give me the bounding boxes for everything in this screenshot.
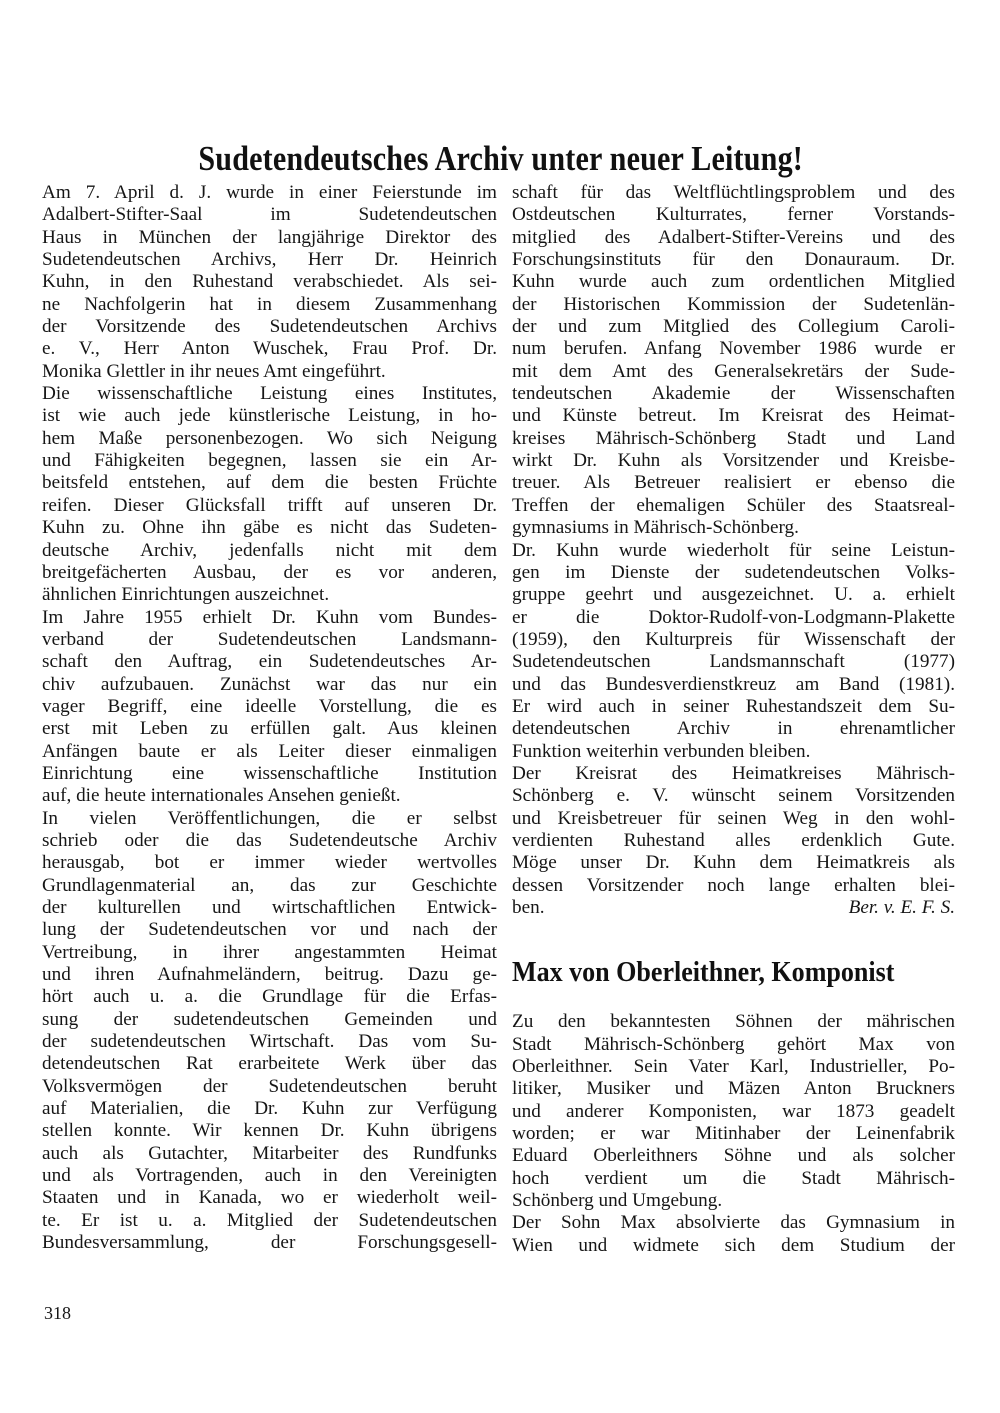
- text-line: Der Sohn Max absolvierte das Gymnasium in: [512, 1212, 955, 1234]
- text-line: dessen Vorsitzender noch lange erhalten blei-: [512, 874, 955, 896]
- text-line: In vielen Veröffentlichungen, die er selbst: [42, 807, 497, 829]
- text-line: Stadt Mährisch-Schönberg gehört Max von: [512, 1033, 955, 1055]
- text-line: Kuhn zu. Ohne ihn gäbe es nicht das Sudeten-: [42, 517, 497, 539]
- text-line: (1959), den Kulturpreis für Wissenschaft der: [512, 628, 955, 650]
- text-line: hem Maße personenbezogen. Wo sich Neigung: [42, 427, 497, 449]
- text-line: und Kreisbetreuer für seinen Weg in den wohl-: [512, 807, 955, 829]
- text-line: Bundesversammlung, der Forschungsgesell-: [42, 1232, 497, 1254]
- text-line: chiv aufzubauen. Zunächst war das nur ein: [42, 673, 497, 695]
- text-line: lung der Sudetendeutschen vor und nach der: [42, 919, 497, 941]
- text-line: Sudetendeutschen Landsmannschaft (1977): [512, 651, 955, 673]
- text-line: Staaten und in Kanada, wo er wiederholt weil-: [42, 1187, 497, 1209]
- text-line: Vertreibung, in ihrer angestammten Heimat: [42, 941, 497, 963]
- text-line: Im Jahre 1955 erhielt Dr. Kuhn vom Bundes-: [42, 606, 497, 628]
- text-line: und als Vortragenden, auch in den Vereinigten: [42, 1165, 497, 1187]
- text-line: breitgefächerten Ausbau, der es vor anderen,: [42, 561, 497, 583]
- right-column: [512, 182, 955, 1257]
- text-line: Wien und widmete sich dem Studium der: [512, 1234, 955, 1256]
- text-line: der kulturellen und wirtschaftlichen Entwick-: [42, 897, 497, 918]
- text-line: mitglied des Adalbert-Stifter-Vereins und des: [512, 226, 955, 248]
- text-line: litiker, Musiker und Mäzen Anton Bruckners: [512, 1078, 955, 1100]
- text-line: treuer. Als Betreuer realisiert er ebenso die: [512, 472, 955, 494]
- text-line: beitsfeld entstehen, auf dem die besten Früchte: [42, 472, 497, 494]
- closing-word: ben.: [512, 897, 545, 918]
- text-line: er die Doktor-Rudolf-von-Lodgmann-Plakette: [512, 606, 955, 628]
- text-line: Eduard Oberleithners Söhne und als solcher: [512, 1145, 955, 1167]
- text-line: auf Materialien, die Dr. Kuhn zur Verfügung: [42, 1098, 497, 1120]
- text-line: gymnasiums in Mährisch-Schönberg.: [512, 517, 799, 539]
- text-line: tendeutschen Akademie der Wissenschaften: [512, 383, 955, 405]
- text-line: Anfängen baute er als Leiter dieser einmaligen: [42, 740, 497, 762]
- text-line: ne Nachfolgerin hat in diesem Zusammenhang: [42, 293, 497, 315]
- text-line: Kuhn wurde auch zum ordentlichen Mitglied: [512, 271, 955, 293]
- text-line: Sudetendeutschen Archivs, Herr Dr. Heinrich: [42, 249, 497, 271]
- section-heading: Max von Oberleithner, Komponist: [512, 957, 895, 989]
- text-line: deutsche Archiv, jedenfalls nicht mit dem: [42, 539, 497, 561]
- text-line: Er wird auch in seiner Ruhestandszeit dem Su-: [512, 695, 955, 717]
- page-number: 318: [44, 1303, 71, 1323]
- text-line: kreises Mährisch-Schönberg Stadt und Land: [512, 427, 955, 449]
- article2-text: [512, 1011, 955, 1257]
- text-line: Haus in München der langjährige Direktor des: [42, 226, 497, 248]
- text-line: verdienten Ruhestand alles erdenklich Gute.: [512, 829, 955, 851]
- text-line: ist wie auch jede künstlerische Leistung, in ho-: [42, 405, 497, 427]
- text-line: stellen konnte. Wir kennen Dr. Kuhn übrigens: [42, 1120, 497, 1142]
- text-line: schaft für das Weltflüchtlingsproblem und des: [512, 182, 955, 203]
- text-line: Adalbert-Stifter-Saal im Sudetendeutschen: [42, 204, 497, 226]
- text-line: te. Er ist u. a. Mitglied der Sudetendeutschen: [42, 1209, 497, 1231]
- text-line: e. V., Herr Anton Wuschek, Frau Prof. Dr.: [42, 338, 497, 360]
- text-line: hoch verdient um die Stadt Mährisch-: [512, 1167, 955, 1189]
- text-line: hört auch u. a. die Grundlage für die Erfas-: [42, 986, 497, 1008]
- text-line: Die wissenschaftliche Leistung eines Institutes,: [42, 383, 497, 405]
- text-line: und anderer Komponisten, war 1873 geadelt: [512, 1100, 955, 1122]
- text-line: Ostdeutschen Kulturrates, ferner Vorstands-: [512, 204, 955, 226]
- text-line: der Vorsitzende des Sudetendeutschen Archivs: [42, 316, 497, 338]
- text-line: Zu den bekanntesten Söhnen der mährischen: [512, 1011, 955, 1033]
- text-line: worden; er war Mitinhaber der Leinenfabrik: [512, 1123, 955, 1145]
- text-line: Möge unser Dr. Kuhn dem Heimatkreis als: [512, 852, 955, 874]
- text-line: und das Bundesverdienstkreuz am Band (1981).: [512, 673, 955, 695]
- text-line: vager Begriff, eine ideelle Vorstellung, die es: [42, 695, 497, 717]
- text-line: Treffen der ehemaligen Schüler des Staatsreal-: [512, 494, 955, 516]
- text-line: reifen. Dieser Glücksfall trifft auf unseren Dr.: [42, 494, 497, 516]
- text-line: schrieb oder die das Sudetendeutsche Archiv: [42, 829, 497, 851]
- text-line: gruppe geehrt und ausgezeichnet. U. a. erhielt: [512, 584, 955, 606]
- page-title: Sudetendeutsches Archiv unter neuer Leitung!: [198, 139, 804, 179]
- text-line: Schönberg und Umgebung.: [512, 1190, 723, 1212]
- text-line: Am 7. April d. J. wurde in einer Feierstunde im: [42, 182, 497, 203]
- text-line: Volksvermögen der Sudetendeutschen beruht: [42, 1075, 497, 1097]
- text-line: erst mit Leben zu erfüllen galt. Aus kleinen: [42, 718, 497, 740]
- author-signature: Ber. v. E. F. S.: [848, 897, 955, 918]
- text-line: auf, die heute internationales Ansehen genießt.: [42, 785, 401, 807]
- text-line: gen im Dienste der sudetendeutschen Volks-: [512, 561, 955, 583]
- text-line: Oberleithner. Sein Vater Karl, Industrieller, Po-: [512, 1056, 955, 1078]
- text-line: und Künste betreut. Im Kreisrat des Heimat-: [512, 405, 955, 427]
- text-line: herausgab, bot er immer wieder wertvolles: [42, 852, 497, 874]
- text-line: Kuhn, in den Ruhestand verabschiedet. Als sei-: [42, 271, 497, 293]
- text-line: Der Kreisrat des Heimatkreises Mährisch-: [512, 762, 955, 784]
- text-line: Monika Glettler in ihr neues Amt eingeführt.: [42, 360, 386, 382]
- text-line: Einrichtung eine wissenschaftliche Institution: [42, 762, 497, 784]
- text-line: Grundlagenmaterial an, das zur Geschichte: [42, 874, 497, 896]
- text-line: Dr. Kuhn wurde wiederholt für seine Leistun-: [512, 539, 955, 561]
- article-signature-line: [512, 897, 955, 919]
- article1-continued-text: [512, 182, 955, 897]
- text-line: auch als Gutachter, Mitarbeiter des Rundfunks: [42, 1142, 497, 1164]
- text-line: detendeutschen Archiv in ehrenamtlicher: [512, 718, 955, 740]
- text-line: sung der sudetendeutschen Gemeinden und: [42, 1008, 497, 1030]
- text-line: der und zum Mitglied des Collegium Caroli-: [512, 316, 955, 338]
- text-line: verband der Sudetendeutschen Landsmann-: [42, 628, 497, 650]
- text-line: und ihren Aufnahmeländern, beitrug. Dazu ge-: [42, 964, 497, 986]
- text-line: Forschungsinstituts für den Donauraum. Dr.: [512, 249, 955, 271]
- text-line: detendeutschen Rat erarbeitete Werk über das: [42, 1053, 497, 1075]
- text-line: Schönberg e. V. wünscht seinem Vorsitzenden: [512, 785, 955, 807]
- text-line: schaft den Auftrag, ein Sudetendeutsches Ar-: [42, 651, 497, 673]
- text-line: Funktion weiterhin verbunden bleiben.: [512, 740, 811, 762]
- text-line: der sudetendeutschen Wirtschaft. Das vom Su-: [42, 1031, 497, 1053]
- left-column: [42, 182, 497, 1255]
- text-line: der Historischen Kommission der Sudetenlän-: [512, 293, 955, 315]
- text-line: ähnlichen Einrichtungen auszeichnet.: [42, 584, 330, 606]
- text-line: mit dem Amt des Generalsekretärs der Sude-: [512, 360, 955, 382]
- text-line: wirkt Dr. Kuhn als Vorsitzender und Kreisbe-: [512, 450, 955, 472]
- text-line: und Fähigkeiten begegnen, lassen sie ein Ar-: [42, 450, 497, 472]
- text-line: num berufen. Anfang November 1986 wurde er: [512, 338, 955, 360]
